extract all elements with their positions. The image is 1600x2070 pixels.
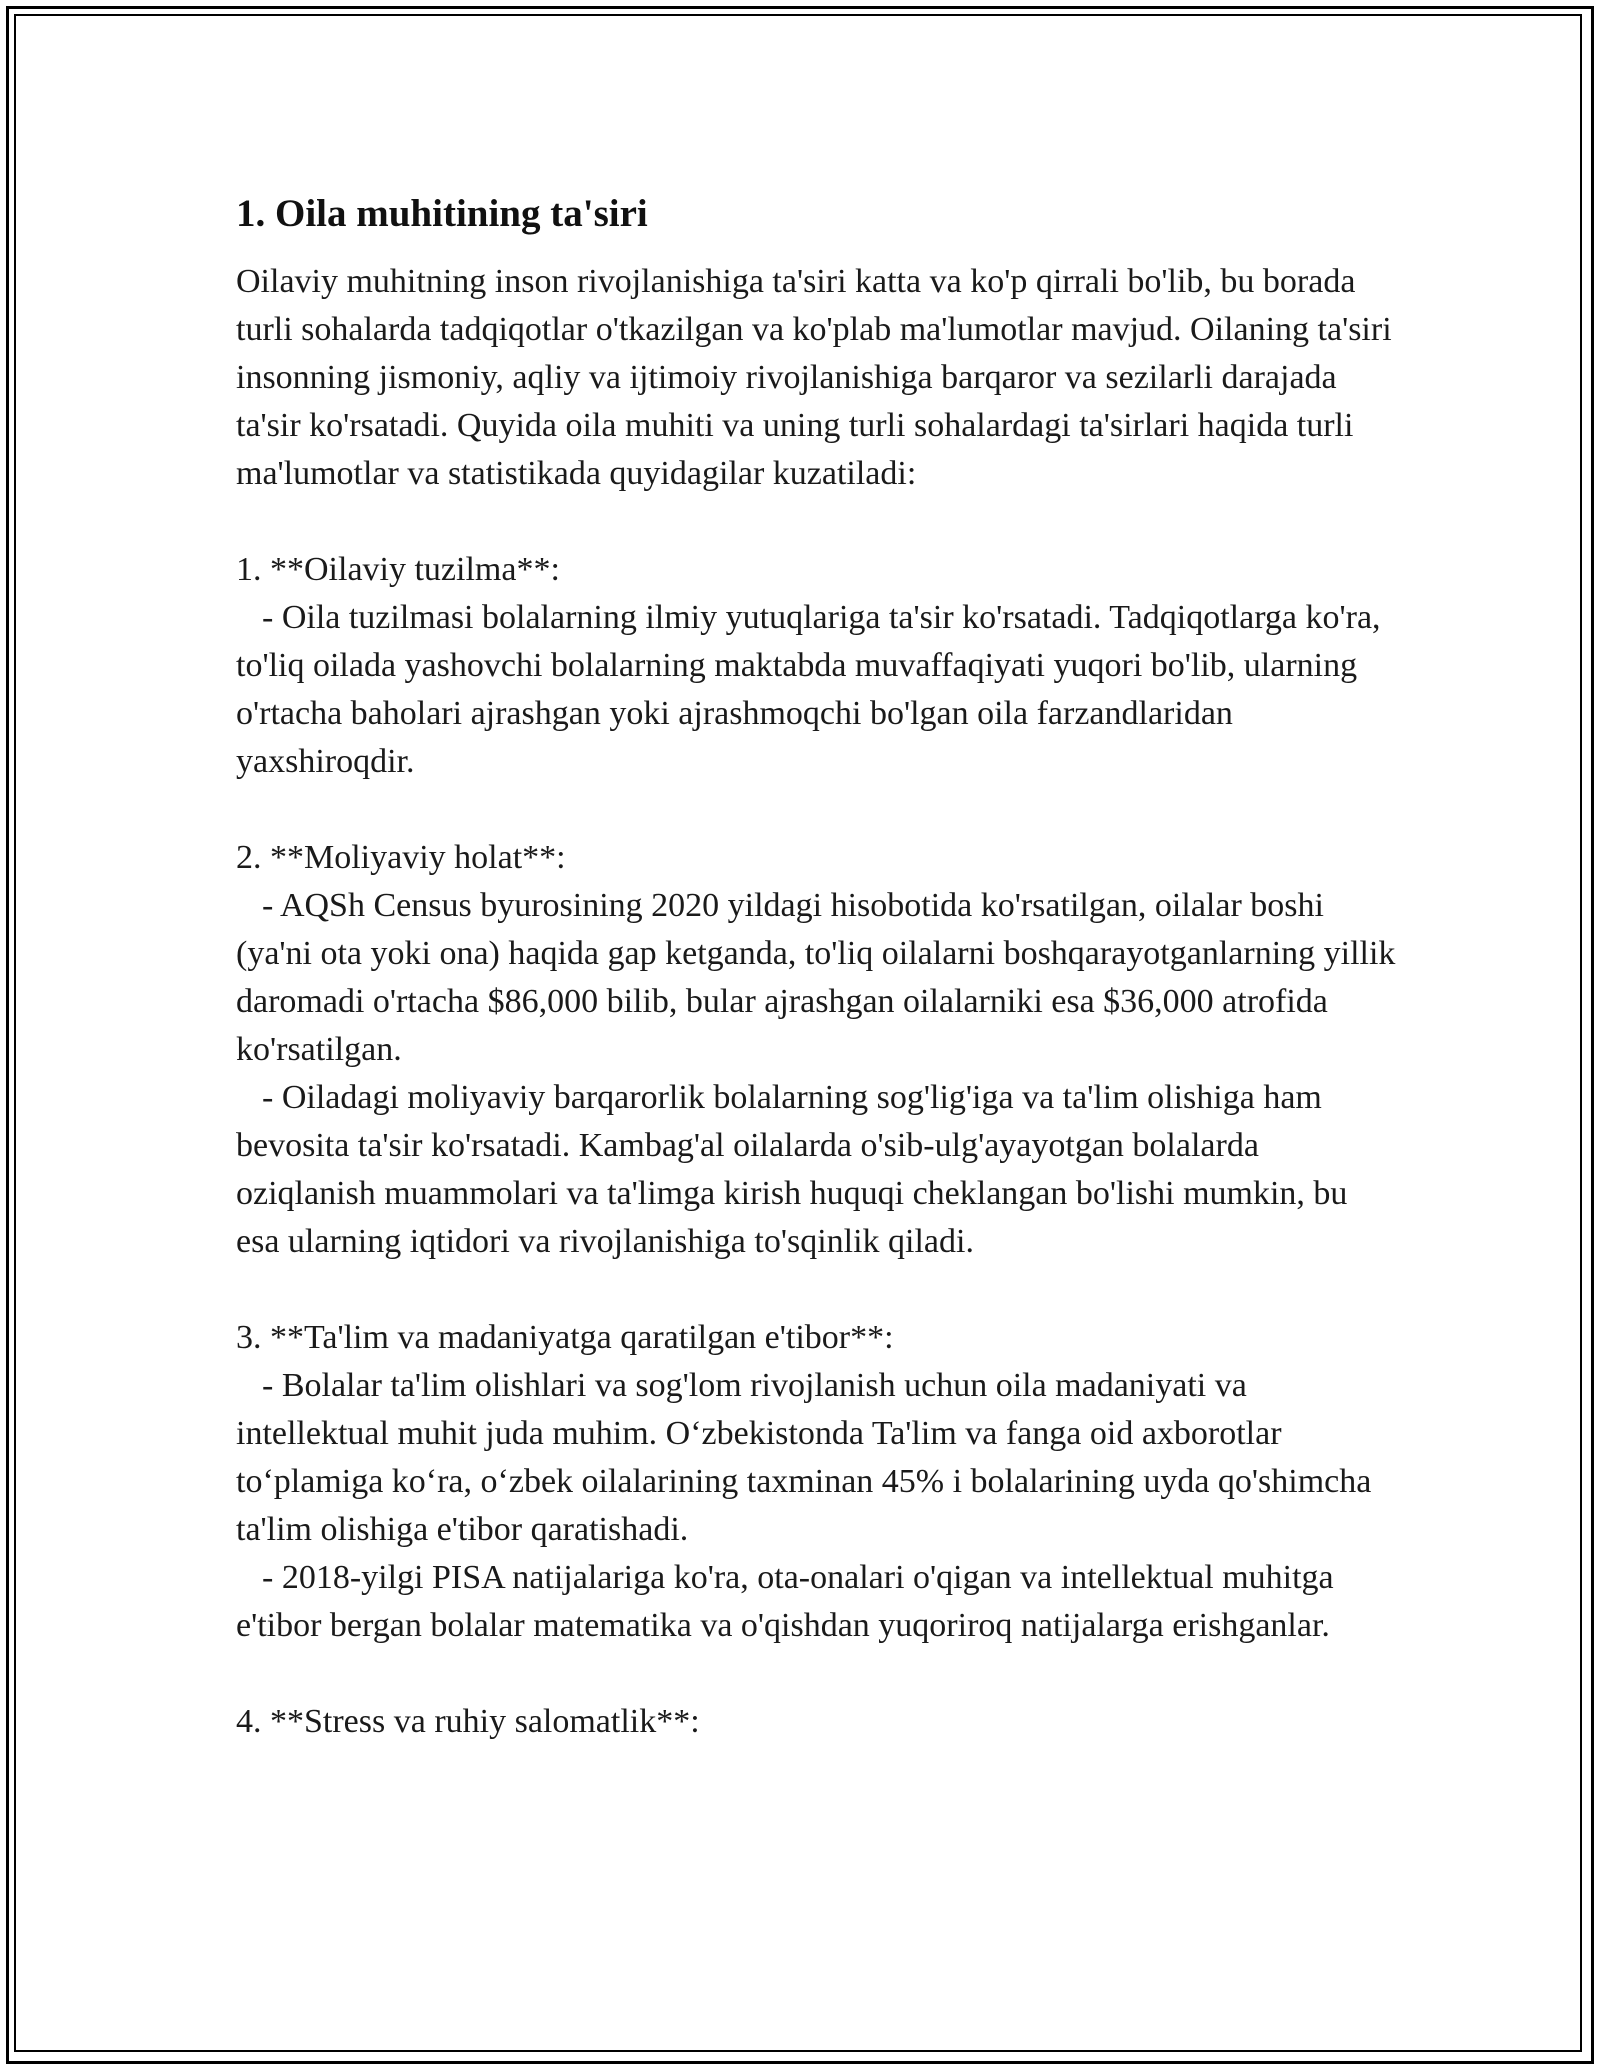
document-body [236, 185, 1396, 1746]
section-3-bullet-2: - 2018-yilgi PISA natijalariga ko'ra, ota-onalari o'qigan va intellektual muhitga e'tibor bergan bolalar matematika va o'qishdan yuqoriroq natijalarga erishganlar. [236, 1559, 1334, 1644]
section-3-heading: 3. **Ta'lim va madaniyatga qaratilgan e'tibor**: [236, 1319, 894, 1356]
section-1-heading: 1. **Oilaviy tuzilma**: [236, 551, 560, 588]
section-2-bullet-1: - AQSh Census byurosining 2020 yildagi hisobotida ko'rsatilgan, oilalar boshi (ya'ni ota yoki ona) haqida gap ketganda, to'liq oilalarni boshqarayotganlarning yillik daromadi o'rtacha $86,000 bilib, bular ajrashgan oilalarniki esa $36,000 atrofida ko'rsatilgan. [236, 887, 1396, 1068]
section-3-bullet-1: - Bolalar ta'lim olishlari va sog'lom rivojlanish uchun oila madaniyati va intellektual muhit juda muhim. O‘zbekistonda Ta'lim va fanga oid axborotlar to‘plamiga ko‘ra, o‘zbek oilalarining taxminan 45% i bolalarining uyda qo'shimcha ta'lim olishiga e'tibor qaratishadi. [236, 1367, 1372, 1548]
document-title: 1. Oila muhitining ta'siri [236, 192, 648, 235]
section-2-bullet-2: - Oiladagi moliyaviy barqarorlik bolalarning sog'lig'iga va ta'lim olishiga ham bevosita ta'sir ko'rsatadi. Kambag'al oilalarda o'sib-ulg'ayayotgan bolalarda oziqlanish muammolari va ta'limga kirish huquqi cheklangan bo'lishi mumkin, bu esa ularning iqtidori va rivojlanishiga to'sqinlik qiladi. [236, 1079, 1348, 1260]
intro-paragraph: Oilaviy muhitning inson rivojlanishiga ta'siri katta va ko'p qirrali bo'lib, bu borada turli sohalarda tadqiqotlar o'tkazilgan va ko'plab ma'lumotlar mavjud. Oilaning ta'siri insonning jismoniy, aqliy va ijtimoiy rivojlanishiga barqaror va sezilarli darajada ta'sir ko'rsatadi. Quyida oila muhiti va uning turli sohalardagi ta'sirlari haqida turli ma'lumotlar va statistikada quyidagilar kuzatiladi: [236, 263, 1392, 492]
section-1-bullet-1: - Oila tuzilmasi bolalarning ilmiy yutuqlariga ta'sir ko'rsatadi. Tadqiqotlarga ko'ra, to'liq oilada yashovchi bolalarning maktabda muvaffaqiyati yuqori bo'lib, ularning o'rtacha baholari ajrashgan yoki ajrashmoqchi bo'lgan oila farzandlaridan yaxshiroqdir. [236, 599, 1381, 780]
section-2-heading: 2. **Moliyaviy holat**: [236, 839, 566, 876]
section-4-heading: 4. **Stress va ruhiy salomatlik**: [236, 1703, 700, 1740]
